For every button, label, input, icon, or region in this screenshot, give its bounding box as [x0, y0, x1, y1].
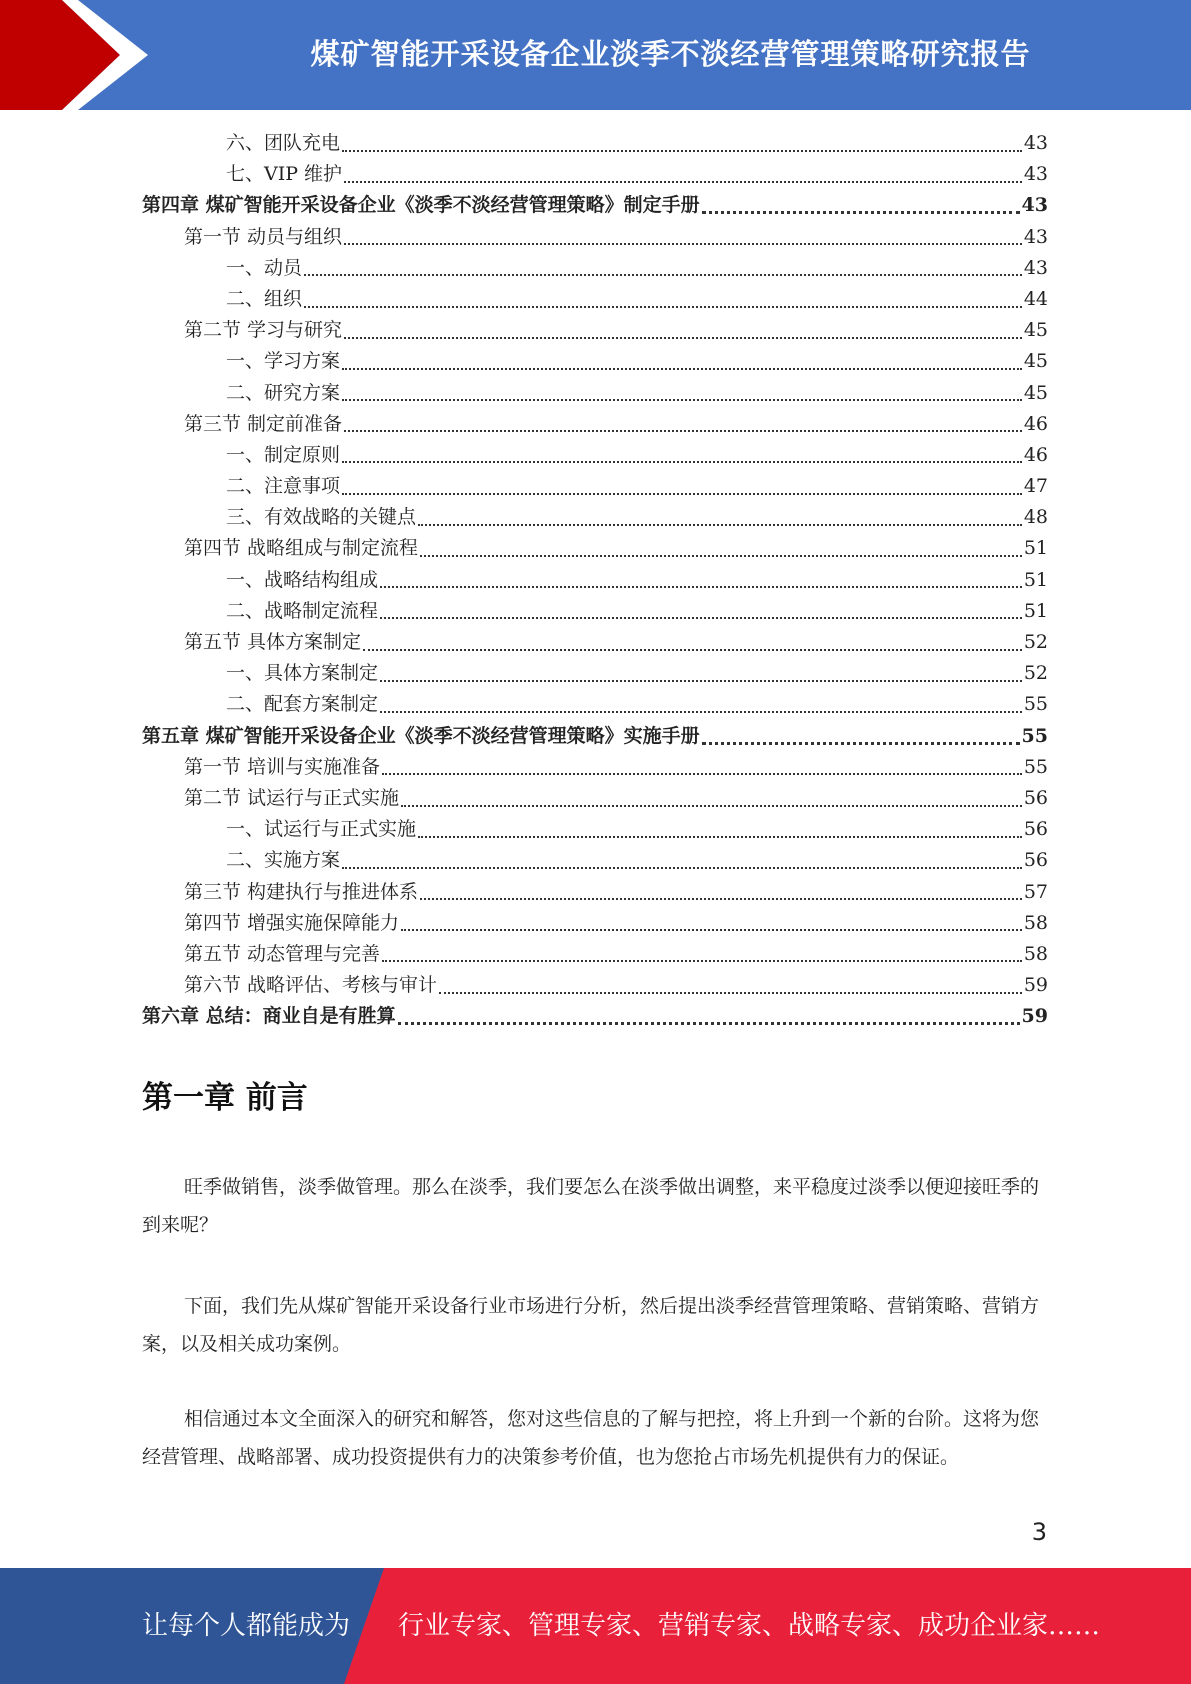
- toc-entry[interactable]: [142, 284, 1048, 315]
- toc-entry-page: 45: [1023, 381, 1048, 404]
- toc-entry[interactable]: [142, 1001, 1048, 1032]
- toc-entry-label: 第六章 总结：商业自是有胜算: [142, 1005, 396, 1028]
- toc-entry-page: 43: [1023, 225, 1048, 248]
- toc-entry[interactable]: [142, 128, 1048, 159]
- toc-leader-dots: [342, 867, 1022, 869]
- table-of-contents: [142, 128, 1048, 1032]
- toc-leader-dots: [342, 461, 1022, 463]
- toc-leader-dots: [420, 898, 1022, 900]
- toc-entry-page: 43: [1023, 132, 1048, 154]
- toc-entry[interactable]: [142, 752, 1048, 783]
- toc-entry[interactable]: [142, 845, 1048, 876]
- toc-entry-label: 第二节 试运行与正式实施: [184, 786, 400, 809]
- toc-entry-page: 43: [1023, 163, 1048, 186]
- toc-leader-dots: [380, 586, 1022, 588]
- toc-entry[interactable]: [142, 440, 1048, 471]
- toc-leader-dots: [380, 617, 1022, 619]
- toc-entry[interactable]: [142, 970, 1048, 1001]
- toc-leader-dots: [380, 711, 1022, 713]
- toc-entry-label: 二、战略制定流程: [226, 599, 379, 622]
- toc-entry-label: 一、试运行与正式实施: [226, 818, 417, 841]
- toc-entry-label: 六、团队充电: [226, 132, 341, 154]
- toc-entry-page: 44: [1023, 287, 1048, 310]
- toc-entry-label: 第五节 动态管理与完善: [184, 942, 381, 965]
- page-footer: [0, 1568, 1191, 1684]
- toc-entry[interactable]: [142, 596, 1048, 627]
- toc-entry-page: 46: [1023, 443, 1048, 466]
- toc-entry-label: 一、具体方案制定: [226, 662, 379, 685]
- chapter-title: 第一章 前言: [142, 1080, 308, 1116]
- toc-entry-label: 二、注意事项: [226, 475, 341, 498]
- toc-entry[interactable]: [142, 908, 1048, 939]
- toc-entry[interactable]: [142, 502, 1048, 533]
- toc-entry[interactable]: [142, 409, 1048, 440]
- toc-entry-page: 57: [1023, 880, 1048, 903]
- toc-entry-page: 55: [1023, 755, 1048, 778]
- toc-entry-label: 第三节 制定前准备: [184, 412, 343, 435]
- toc-entry[interactable]: [142, 471, 1048, 502]
- intro-paragraph-3: 相信通过本文全面深入的研究和解答，您对这些信息的了解与把控，将上升到一个新的台阶。这将为您经营管理、战略部署、成功投资提供有力的决策参考价值，也为您抢占市场先机提供有力的保证。: [142, 1408, 1040, 1468]
- toc-leader-dots: [363, 649, 1022, 651]
- toc-entry-page: 56: [1023, 849, 1048, 872]
- toc-entry-page: 51: [1023, 599, 1048, 622]
- toc-entry-label: 二、研究方案: [226, 381, 341, 404]
- toc-entry-page: 55: [1023, 693, 1048, 716]
- toc-entry-label: 第四章 煤矿智能开采设备企业《淡季不淡经营管理策略》制定手册: [142, 194, 700, 217]
- toc-leader-dots: [344, 181, 1022, 183]
- toc-entry[interactable]: [142, 315, 1048, 346]
- page-number: 3: [1031, 1518, 1047, 1546]
- toc-entry-page: 59: [1021, 1005, 1048, 1028]
- toc-leader-dots: [344, 337, 1022, 339]
- toc-entry[interactable]: [142, 783, 1048, 814]
- toc-entry[interactable]: [142, 627, 1048, 658]
- toc-leader-dots: [401, 805, 1022, 807]
- toc-entry-label: 第一节 动员与组织: [184, 225, 343, 248]
- toc-entry-label: 七、VIP 维护: [226, 163, 343, 186]
- toc-entry-label: 二、实施方案: [226, 849, 341, 872]
- toc-leader-dots: [702, 211, 1020, 214]
- toc-entry-label: 第二节 学习与研究: [184, 319, 343, 342]
- toc-leader-dots: [382, 773, 1022, 775]
- toc-entry-label: 第四节 战略组成与制定流程: [184, 537, 419, 560]
- toc-entry-page: 55: [1021, 724, 1048, 747]
- toc-entry[interactable]: [142, 378, 1048, 409]
- toc-leader-dots: [304, 274, 1022, 276]
- toc-entry-page: 56: [1023, 786, 1048, 809]
- toc-entry-page: 45: [1023, 350, 1048, 373]
- toc-entry-page: 46: [1023, 412, 1048, 435]
- toc-entry-label: 一、制定原则: [226, 443, 341, 466]
- toc-entry-label: 第五章 煤矿智能开采设备企业《淡季不淡经营管理策略》实施手册: [142, 724, 700, 747]
- toc-entry-page: 47: [1023, 475, 1048, 498]
- toc-leader-dots: [344, 243, 1022, 245]
- report-title: 煤矿智能开采设备企业淡季不淡经营管理策略研究报告: [310, 37, 1031, 71]
- page-header: [0, 0, 1191, 110]
- toc-leader-dots: [380, 680, 1022, 682]
- toc-entry-label: 二、配套方案制定: [226, 693, 379, 716]
- toc-leader-dots: [342, 368, 1022, 370]
- toc-entry[interactable]: [142, 222, 1048, 253]
- toc-leader-dots: [342, 399, 1022, 401]
- toc-leader-dots: [418, 836, 1022, 838]
- toc-entry-page: 58: [1023, 911, 1048, 934]
- toc-leader-dots: [398, 1022, 1020, 1025]
- toc-entry-label: 第一节 培训与实施准备: [184, 755, 381, 778]
- intro-paragraph-2: 下面，我们先从煤矿智能开采设备行业市场进行分析，然后提出淡季经营管理策略、营销策略、营销方案，以及相关成功案例。: [142, 1295, 1040, 1355]
- toc-entry-label: 第五节 具体方案制定: [184, 631, 362, 653]
- toc-entry-page: 51: [1023, 537, 1048, 560]
- toc-entry[interactable]: [142, 721, 1048, 752]
- intro-paragraph-1: 旺季做销售，淡季做管理。那么在淡季，我们要怎么在淡季做出调整，来平稳度过淡季以便迎接旺季的到来呢？: [142, 1176, 1040, 1236]
- toc-leader-dots: [304, 306, 1022, 308]
- toc-entry-page: 48: [1023, 506, 1048, 529]
- toc-leader-dots: [418, 524, 1022, 526]
- footer-slogan-right: 行业专家、管理专家、营销专家、战略专家、成功企业家……: [398, 1611, 1101, 1641]
- toc-entry-page: 58: [1023, 942, 1048, 965]
- toc-entry-label: 第三节 构建执行与推进体系: [184, 880, 419, 903]
- toc-entry-page: 52: [1023, 631, 1048, 653]
- toc-entry-label: 三、有效战略的关键点: [226, 506, 417, 529]
- toc-entry-label: 第四节 增强实施保障能力: [184, 911, 400, 934]
- toc-entry-label: 第六节 战略评估、考核与审计: [184, 974, 438, 997]
- toc-entry[interactable]: [142, 346, 1048, 377]
- toc-leader-dots: [420, 555, 1022, 557]
- toc-entry-label: 一、学习方案: [226, 350, 341, 373]
- toc-entry-page: 43: [1023, 256, 1048, 279]
- toc-leader-dots: [344, 430, 1022, 432]
- toc-leader-dots: [342, 150, 1022, 152]
- toc-entry[interactable]: [142, 877, 1048, 908]
- footer-slogan-left: 让每个人都能成为: [142, 1611, 351, 1641]
- toc-entry-page: 59: [1023, 974, 1048, 997]
- toc-entry[interactable]: [142, 533, 1048, 564]
- toc-entry[interactable]: [142, 253, 1048, 284]
- toc-leader-dots: [382, 960, 1022, 962]
- toc-entry[interactable]: [142, 814, 1048, 845]
- toc-leader-dots: [401, 929, 1022, 931]
- toc-entry[interactable]: [142, 159, 1048, 190]
- toc-entry-label: 一、战略结构组成: [226, 568, 379, 591]
- toc-leader-dots: [439, 992, 1022, 994]
- toc-entry[interactable]: [142, 689, 1048, 720]
- toc-entry-page: 56: [1023, 818, 1048, 841]
- toc-entry[interactable]: [142, 565, 1048, 596]
- toc-entry-page: 51: [1023, 568, 1048, 591]
- toc-entry[interactable]: [142, 939, 1048, 970]
- toc-entry-page: 43: [1021, 194, 1048, 217]
- toc-entry-page: 52: [1023, 662, 1048, 685]
- toc-entry[interactable]: [142, 190, 1048, 221]
- toc-entry-label: 二、组织: [226, 287, 303, 310]
- toc-entry[interactable]: [142, 658, 1048, 689]
- toc-entry-label: 一、动员: [226, 256, 303, 279]
- toc-leader-dots: [702, 742, 1020, 745]
- toc-leader-dots: [342, 493, 1022, 495]
- toc-entry-page: 45: [1023, 319, 1048, 342]
